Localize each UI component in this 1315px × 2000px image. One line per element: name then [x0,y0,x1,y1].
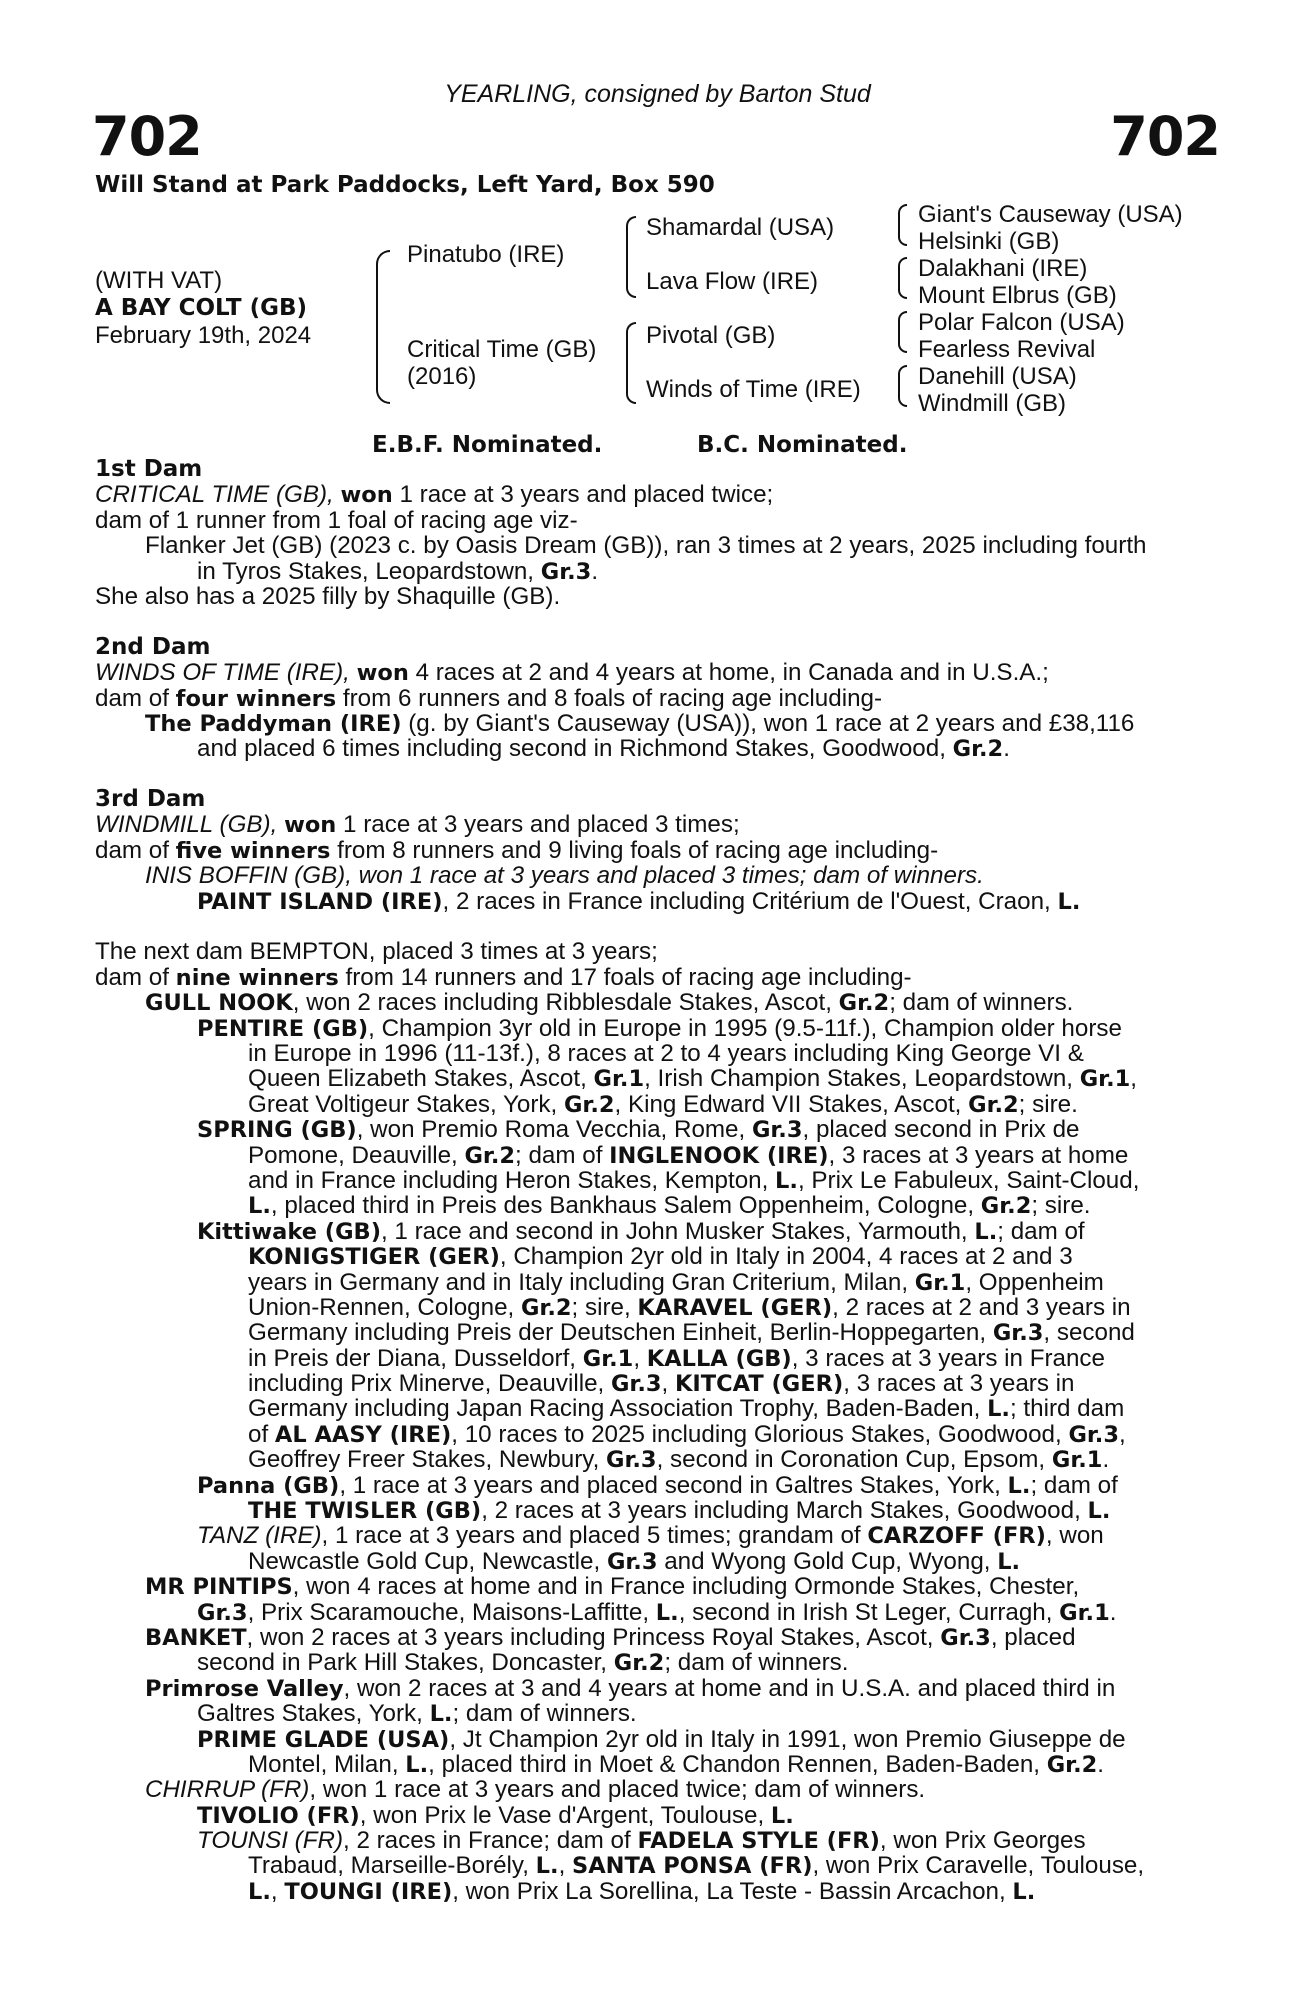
bold-text: TIVOLIO (FR) [197,1802,360,1829]
bold-text: SANTA PONSA (FR) [572,1853,813,1880]
bold-text: L. [429,1701,453,1728]
text: Great Voltigeur Stakes, York, [248,1090,564,1118]
text: Montel, Milan, [248,1750,406,1778]
family-line [95,1574,1205,1599]
text: , [661,1370,675,1398]
pedigree-dam-sire: Pivotal (GB) [646,322,776,349]
italic-text: CHIRRUP (FR) [145,1776,310,1804]
pedigree-g3: Dalakhani (IRE) [918,255,1088,282]
family-line [95,1371,1205,1396]
pedigree-g7: Danehill (USA) [918,363,1077,390]
text: , second in Irish St Leger, Curragh, [678,1598,1060,1626]
bold-text: KARAVEL (GER) [637,1294,833,1321]
bold-text: Gr.3 [606,1447,657,1474]
family-line [95,1549,1205,1574]
lot-number-left: 702 [92,105,202,168]
family-line [95,1066,1205,1091]
text: , won Prix Caravelle, Toulouse, [812,1852,1145,1880]
pedigree-g4: Mount Elbrus (GB) [918,282,1117,309]
next-dam-line: The next dam BEMPTON, placed 3 times at 3 years; [95,938,658,966]
text: ; sire. [1018,1090,1078,1118]
family-line [95,1193,1205,1218]
pedigree-brace-dam [626,322,636,404]
text: ; third dam [1009,1395,1125,1423]
pedigree-brace-g3 [898,311,907,353]
text: years in Germany and in Italy including Gran Criterium, Milan, [248,1268,915,1296]
text: , Jt Champion 2yr old in Italy in 1991, won Premio Giuseppe de [449,1725,1126,1753]
third-dam-daughter: INIS BOFFIN (GB), won 1 race at 3 years and placed 3 times; dam of winners. [145,862,984,890]
family-line [95,1879,1205,1904]
bold-text: Primrose Valley [145,1675,344,1702]
text: , 10 races to 2025 including Glorious Stakes, Goodwood, [451,1420,1069,1448]
family-line [95,1168,1205,1193]
family-line [95,1346,1205,1371]
text: , 2 races at 3 years including March Stakes, Goodwood, [481,1497,1088,1525]
bold-text: L. [1087,1498,1111,1525]
text: Queen Elizabeth Stakes, Ascot, [248,1065,594,1093]
text: , 3 races at 3 years in [843,1370,1075,1398]
catalogue-body [95,457,1205,1904]
family-line [95,1625,1205,1650]
second-dam-produce: dam of four winners from 6 runners and 8 foals of racing age including- [95,684,883,712]
text: , won 1 race at 3 years and placed twice; dam of winners. [309,1776,926,1804]
text: ; dam of [997,1217,1085,1245]
vat-note: (WITH VAT) [95,267,223,294]
sale-title: YEARLING, consigned by Barton Stud [444,80,871,108]
text: ; dam of [1030,1471,1118,1499]
bold-text: Gr.2 [563,1091,615,1118]
text: and Wyong Gold Cup, Wyong, [657,1547,998,1575]
family-line [95,1422,1205,1447]
first-dam-produce: dam of 1 runner from 1 foal of racing age viz- [95,506,578,534]
bold-text: Gr.1 [914,1269,966,1296]
text: , 1 race at 3 years and placed second in Galtres Stakes, York, [339,1471,1008,1499]
text: , second in Coronation Cup, Epsom, [656,1446,1052,1474]
text: , won 2 races at 3 and 4 years at home and in U.S.A. and placed third in [343,1674,1116,1702]
family-line [95,1219,1205,1244]
text: , won 2 races at 3 years including Princess Royal Stakes, Ascot, [246,1623,941,1651]
bold-text: Panna (GB) [197,1472,340,1499]
text: , [1130,1065,1138,1093]
text: , 1 race at 3 years and placed 5 times; grandam of [321,1522,868,1550]
bc-nomination: B.C. Nominated. [697,432,908,458]
text: , [1119,1420,1126,1448]
bold-text: Gr.1 [1059,1599,1110,1626]
text: , [558,1852,573,1880]
text: , King Edward VII Stakes, Ascot, [614,1090,969,1118]
text: Trabaud, Marseille-Borély, [248,1852,536,1880]
text: , Champion 3yr old in Europe in 1995 (9.5-11f.), Champion older horse [368,1014,1122,1042]
bold-text: Gr.3 [610,1371,662,1398]
text: , won 2 races including Ribblesdale Stakes, Ascot, [292,989,839,1017]
text: Germany including Preis der Deutschen Einheit, Berlin-Hoppegarten, [248,1319,993,1347]
pedigree-brace-main [376,250,390,404]
bold-text: PENTIRE (GB) [197,1015,369,1042]
pedigree-sire-dam: Lava Flow (IRE) [646,268,819,295]
family-line [95,1295,1205,1320]
third-dam-produce: dam of five winners from 8 runners and 9 living foals of racing age including- [95,836,939,864]
family-line [95,1752,1205,1777]
text: Newcastle Gold Cup, Newcastle, [248,1547,607,1575]
pedigree-brace-sire [626,216,636,298]
pedigree-dam: Critical Time (GB) [407,336,597,363]
family-line [95,1803,1205,1828]
text: in Europe in 1996 (11-13f.), 8 races at 2 to 4 years including King George VI & [248,1039,1084,1067]
bold-text: THE TWISLER (GB) [248,1498,482,1525]
text: Pomone, Deauville, [248,1141,465,1169]
pedigree-g5: Polar Falcon (USA) [918,309,1125,336]
third-dam-heading: 3rd Dam [95,786,206,813]
bold-text: Kittiwake (GB) [197,1218,381,1245]
text: , 2 races at 2 and 3 years in [832,1293,1131,1321]
next-dam-produce: dam of nine winners from 14 runners and 17 foals of racing age including- [95,963,912,991]
text: , won 4 races at home and in France including Ormonde Stakes, Chester, [292,1573,1080,1601]
bold-text: MR PINTIPS [145,1574,293,1601]
family-line [95,1092,1205,1117]
second-dam-heading: 2nd Dam [95,633,211,660]
text: Germany including Japan Racing Association Trophy, Baden-Baden, [248,1395,988,1423]
text: , placed third in Preis des Bankhaus Salem Oppenheim, Cologne, [270,1192,981,1220]
family-line [95,1701,1205,1726]
bold-text: L. [248,1878,271,1905]
bold-text: Gr.2 [1046,1751,1098,1778]
first-dam-line: CRITICAL TIME (GB), won 1 race at 3 years and placed twice; [95,481,774,509]
text: ; sire. [1031,1192,1091,1220]
bold-text: TOUNGI (IRE) [284,1878,453,1905]
text: ; dam of winners. [452,1700,637,1728]
text: , Prix Le Fabuleux, Saint-Cloud, [797,1166,1140,1194]
family-line [95,1777,1205,1802]
bold-text: BANKET [145,1624,247,1651]
bold-text: L. [248,1193,271,1220]
bold-text: Gr.1 [1051,1447,1103,1474]
family-line [95,1396,1205,1421]
family-line [95,1016,1205,1041]
family-line [95,1320,1205,1345]
bold-text: Gr.2 [980,1193,1032,1220]
first-dam-foal-cont: in Tyros Stakes, Leopardstown, Gr.3. [197,557,599,585]
text: , won Prix le Vase d'Argent, Toulouse, [359,1801,771,1829]
bold-text: INGLENOOK (IRE) [609,1142,829,1169]
text: and in France including Heron Stakes, Kempton, [248,1166,776,1194]
bold-text: KITCAT (GER) [674,1371,844,1398]
text: Geoffrey Freer Stakes, Newbury, [248,1446,607,1474]
text: Galtres Stakes, York, [197,1700,430,1728]
bold-text: Gr.2 [613,1650,665,1677]
family-line [95,1676,1205,1701]
ebf-nomination: E.B.F. Nominated. [372,432,603,458]
text: second in Park Hill Stakes, Doncaster, [197,1649,614,1677]
text: including Prix Minerve, Deauville, [248,1370,611,1398]
bold-text: Gr.1 [582,1345,634,1372]
bold-text: CARZOFF (FR) [867,1523,1046,1550]
pedigree-brace-g2 [898,257,907,299]
bold-text: Gr.3 [992,1320,1044,1347]
date-of-birth: February 19th, 2024 [95,322,312,349]
bold-text: Gr.3 [751,1117,803,1144]
family-line [95,1498,1205,1523]
italic-text: TOUNSI (FR) [197,1827,344,1855]
family-line [95,1650,1205,1675]
text: Union-Rennen, Cologne, [248,1293,521,1321]
bold-text: SPRING (GB) [197,1117,357,1144]
pedigree-dam-dam: Winds of Time (IRE) [646,376,861,403]
pedigree-sire: Pinatubo (IRE) [407,241,565,268]
bold-text: AL AASY (IRE) [274,1421,452,1448]
pedigree-dam-year: (2016) [407,363,477,390]
bold-text: L. [535,1853,559,1880]
text: . [1109,1598,1117,1626]
pedigree-g6: Fearless Revival [918,336,1096,363]
bold-text: L. [770,1802,794,1829]
family-line [95,1117,1205,1142]
family-line [95,1473,1205,1498]
text: , 3 races at 3 years in France [791,1344,1105,1372]
pedigree-g1: Giant's Causeway (USA) [918,201,1183,228]
bold-text: Gr.3 [940,1624,991,1651]
family-line [95,1041,1205,1066]
bold-text: L. [974,1218,998,1245]
text: in Preis der Diana, Dusseldorf, [248,1344,583,1372]
italic-text: TANZ (IRE) [197,1522,322,1550]
bold-text: KONIGSTIGER (GER) [248,1244,500,1271]
pedigree-brace-g4 [898,365,907,407]
pedigree-sire-sire: Shamardal (USA) [646,214,835,241]
bold-text: Gr.3 [1068,1421,1119,1448]
first-dam-foal: Flanker Jet (GB) (2023 c. by Oasis Dream (GB)), ran 3 times at 2 years, 2025 including fourth [145,532,1147,560]
text: , second [1043,1319,1135,1347]
family-line [95,1244,1205,1269]
bold-text: Gr.1 [593,1066,645,1093]
bold-text: L. [1012,1878,1036,1905]
bold-text: Gr.1 [1079,1066,1131,1093]
family-list [95,990,1205,1904]
lot-subject-name: A BAY COLT (GB) [95,295,308,321]
bold-text: PRIME GLADE (USA) [197,1726,450,1753]
text: , Prix Scaramouche, Maisons-Laffitte, [247,1598,656,1626]
bold-text: L. [775,1167,798,1194]
second-dam-winner: The Paddyman (IRE) (g. by Giant's Causeway (USA)), won 1 race at 2 years and £38,116 [145,709,1135,737]
family-line [95,1270,1205,1295]
text: , won Premio Roma Vecchia, Rome, [356,1116,752,1144]
text: , won Prix La Sorellina, La Teste - Bassin Arcachon, [452,1877,1013,1905]
text: , [633,1344,647,1372]
bold-text: L. [655,1599,679,1626]
second-dam-winner-cont: and placed 6 times including second in Richmond Stakes, Goodwood, Gr.2. [197,735,1010,763]
bold-text: Gr.2 [838,990,890,1017]
bold-text: L. [405,1751,429,1778]
text: ; dam of [515,1141,610,1169]
bold-text: Gr.2 [464,1142,516,1169]
text: , Champion 2yr old in Italy in 2004, 4 races at 2 and 3 [499,1243,1073,1271]
bold-text: L. [997,1548,1021,1575]
text: , won [1045,1522,1104,1550]
family-line [95,1600,1205,1625]
text: . [1097,1750,1105,1778]
family-line [95,1828,1205,1853]
text: , 3 races at 3 years at home [828,1141,1129,1169]
lot-number-right: 702 [1110,105,1220,168]
bold-text: L. [1007,1472,1031,1499]
stand-location: Will Stand at Park Paddocks, Left Yard, Box 590 [95,172,715,198]
text: , placed [990,1623,1076,1651]
bold-text: KALLA (GB) [646,1345,792,1372]
text: ; sire, [571,1293,638,1321]
third-dam-line: WINDMILL (GB), won 1 race at 3 years and placed 3 times; [95,811,740,839]
text: ; dam of winners. [889,989,1074,1017]
bold-text: Gr.2 [968,1091,1019,1118]
text: , Oppenheim [965,1268,1104,1296]
text: , 2 races in France; dam of [343,1827,638,1855]
text: of [248,1420,275,1448]
text: , won Prix Georges [879,1827,1086,1855]
text: , [270,1877,285,1905]
bold-text: L. [987,1396,1010,1423]
first-dam-heading: 1st Dam [95,456,203,482]
family-line [95,1853,1205,1878]
bold-text: Gr.2 [520,1294,572,1321]
bold-text: Gr.3 [606,1548,658,1575]
bold-text: Gr.3 [197,1599,248,1626]
family-line [95,1143,1205,1168]
second-dam-line: WINDS OF TIME (IRE), won 4 races at 2 and 4 years at home, in Canada and in U.S.A.; [95,659,1049,687]
text: , Irish Champion Stakes, Leopardstown, [644,1065,1080,1093]
family-line [95,1447,1205,1472]
text: ; dam of winners. [664,1649,849,1677]
pedigree-brace-g1 [898,204,907,246]
family-line [95,1523,1205,1548]
pedigree-g2: Helsinki (GB) [918,228,1060,255]
text: , placed third in Moet & Chandon Rennen, Baden-Baden, [428,1750,1047,1778]
family-line [95,1727,1205,1752]
bold-text: FADELA STYLE (FR) [637,1828,880,1855]
third-dam-grandson: PAINT ISLAND (IRE), 2 races in France including Critérium de l'Ouest, Craon, L. [197,887,1081,915]
bold-text: GULL NOOK [145,990,293,1017]
text: . [1102,1446,1110,1474]
first-dam-note: She also has a 2025 filly by Shaquille (GB). [95,582,561,610]
family-line [95,990,1205,1015]
text: , placed second in Prix de [802,1116,1080,1144]
pedigree-g8: Windmill (GB) [918,390,1066,417]
text: , 1 race and second in John Musker Stakes, Yarmouth, [380,1217,975,1245]
